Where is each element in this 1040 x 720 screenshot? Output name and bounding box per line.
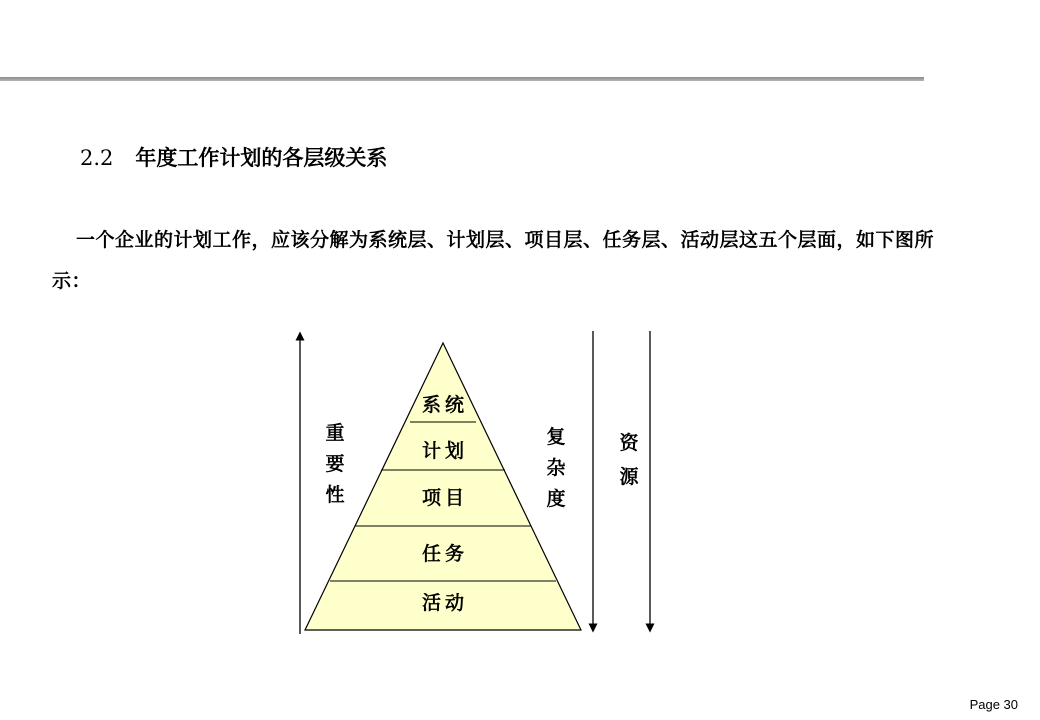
axis-label-char: 要 bbox=[325, 453, 345, 475]
section-number: 2.2 bbox=[80, 146, 114, 170]
layer-label-activity: 活动 bbox=[421, 592, 469, 614]
axis-label-char: 源 bbox=[619, 466, 639, 488]
axis-label-char: 性 bbox=[325, 484, 345, 506]
layer-label-system: 系统 bbox=[421, 394, 469, 416]
axis-label-char: 资 bbox=[619, 432, 639, 454]
intro-paragraph: 一个企业的计划工作，应该分解为系统层、计划层、项目层、任务层、活动层这五个层面，如下图所示： bbox=[52, 229, 935, 292]
layer-label-plan: 计划 bbox=[421, 440, 469, 462]
page-number: Page 30 bbox=[969, 697, 1018, 712]
axis-label-char: 杂 bbox=[546, 457, 566, 479]
axis-label-char: 重 bbox=[325, 422, 345, 444]
importance-label bbox=[325, 422, 344, 506]
resource-label bbox=[619, 431, 639, 488]
complexity-label bbox=[546, 425, 565, 510]
axis-label-char: 度 bbox=[546, 488, 566, 510]
axis-label-char: 复 bbox=[546, 426, 566, 448]
layer-label-project: 项目 bbox=[421, 487, 469, 509]
layer-label-task: 任务 bbox=[421, 543, 469, 565]
section-title: 年度工作计划的各层级关系 bbox=[135, 145, 388, 170]
